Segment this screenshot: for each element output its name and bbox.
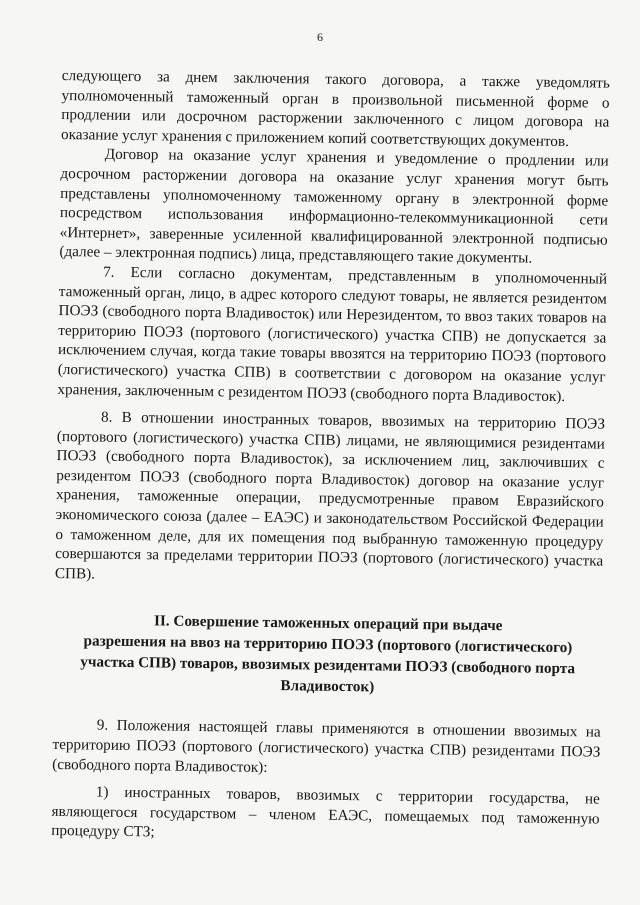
section-heading-line-4: Владивосток)	[280, 677, 375, 696]
section-heading-line-1: II. Совершение таможенных операций при выдаче	[153, 612, 503, 635]
page-number: 6	[317, 30, 323, 44]
paragraph-subitem-1: 1) иностранных товаров, ввозимых с территории государства, не являющегося государством – членом ЕАЭС, помещаемых под таможенную процедуру СТЗ;	[51, 783, 600, 841]
section-heading	[53, 609, 602, 701]
paragraph-continuation: следующего за днем заключения такого договора, а также уведомлять уполномоченный таможенный орган в произвольной письменной форме о продлении или досрочном расторжении заключенного с лицом договора на оказание услуг хранения с приложением копий соответствующих документов.	[60, 66, 610, 150]
section-heading-line-3: участка СПВ) товаров, ввозимых резидентами ПОЭЗ (свободного порта	[80, 653, 576, 678]
paragraph-electronic-form: Договор на оказание услуг хранения и уведомление о продлении или досрочном расторжении договора на оказание услуг хранения могут быть представлены уполномоченному таможенному органу в электронной форме посредством использования информационно-телекоммуникационной сети «Интернет», заверенные усиленной квалифицированной электронной подписью (далее – электронная подпись) лица, представляющего такие документы.	[59, 145, 609, 267]
document-body	[51, 66, 610, 849]
paragraph-item-7: 7. Если согласно документам, представленным в уполномоченный таможенный орган, лицо, в адрес которого следуют товары, не является резидентом ПОЭЗ (свободного порта Владивосток) или Нерезидентом, то ввоз таких товаров на территорию ПОЭЗ (портового (логистического) участка СПВ) не допускается за исключением случая, когда такие товары ввозятся на территорию ПОЭЗ (портового (логистического) участка СПВ) в соответствии с договором на оказание услуг хранения, заключенным с резидентом ПОЭЗ (свободного порта Владивосток).	[57, 263, 608, 405]
section-heading-line-2: разрешения на ввоз на территорию ПОЭЗ (портового (логистического)	[83, 632, 573, 657]
paragraph-item-8: 8. В отношении иностранных товаров, ввозимых на территорию ПОЭЗ (портового (логистического) участка СПВ) лицами, не являющимися резидентами ПОЭЗ (свободного порта Владивосток), за исключением лиц, заключивших с резидентом ПОЭЗ (свободного порта Владивосток) договор на оказание услуг хранения, таможенные операции, предусмотренные правом Евразийского экономического союза (далее – ЕАЭС) и законодательством Российской Федерации о таможенном деле, для их помещения под выбранную таможенную процедуру совершаются за пределами территории ПОЭЗ (портового (логистического) участка СПВ).	[54, 408, 606, 583]
paragraph-item-9: 9. Положения настоящей главы применяются в отношении ввозимых на территорию ПОЭЗ (портового (логистического) участка СПВ) резидентами ПОЭЗ (свободного порта Владивосток):	[52, 716, 601, 776]
